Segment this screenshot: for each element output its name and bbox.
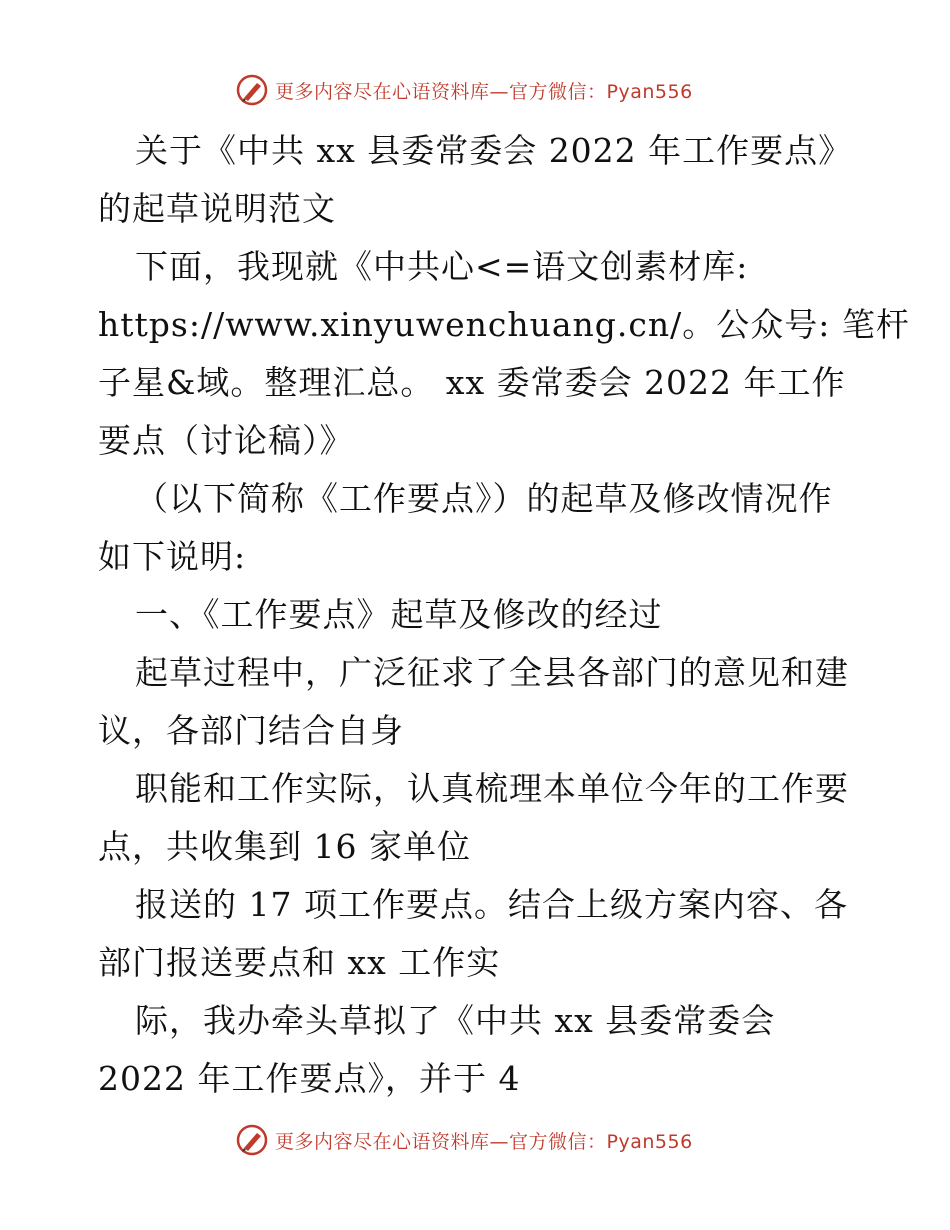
pen-logo-icon — [235, 73, 269, 107]
section-heading: 一、《工作要点》起草及修改的经过 — [135, 595, 663, 634]
document-body — [98, 122, 910, 1108]
text-line: 部门报送要点和 xx 工作实 — [98, 943, 501, 982]
text-line: 报送的 17 项工作要点。结合上级方案内容、各 — [135, 885, 848, 924]
pen-logo-icon — [235, 1123, 269, 1157]
text-line: 的起草说明范文 — [98, 189, 336, 228]
text-line: 职能和工作实际，认真梳理本单位今年的工作要 — [135, 769, 849, 808]
watermark-text: 更多内容尽在心语资料库—官方微信：Pyan556 — [275, 1130, 693, 1153]
text-line: https://www.xinyuwenchuang.cn/。公众号: 笔杆 — [98, 305, 910, 344]
text-line: 起草过程中，广泛征求了全县各部门的意见和建 — [135, 653, 849, 692]
footer-watermark — [235, 1122, 693, 1158]
text-line: 议，各部门结合自身 — [98, 711, 404, 750]
text-line: 际，我办牵头草拟了《中共 xx 县委常委会 — [135, 1001, 776, 1040]
text-line: 关于《中共 xx 县委常委会 2022 年工作要点》 — [135, 131, 853, 170]
text-line: 点，共收集到 16 家单位 — [98, 827, 471, 866]
text-line: 2022 年工作要点》，并于 4 — [98, 1059, 521, 1098]
text-line: 如下说明: — [98, 537, 247, 576]
header-watermark — [235, 72, 693, 108]
text-line: 要点（讨论稿）》 — [98, 421, 354, 460]
text-line: （以下简称《工作要点》）的起草及修改情况作 — [135, 479, 833, 518]
text-line: 下面，我现就《中共心<=语文创素材库: — [135, 247, 749, 286]
watermark-text: 更多内容尽在心语资料库—官方微信：Pyan556 — [275, 80, 693, 103]
text-line: 子星&域。整理汇总。 xx 委常委会 2022 年工作 — [98, 363, 846, 402]
